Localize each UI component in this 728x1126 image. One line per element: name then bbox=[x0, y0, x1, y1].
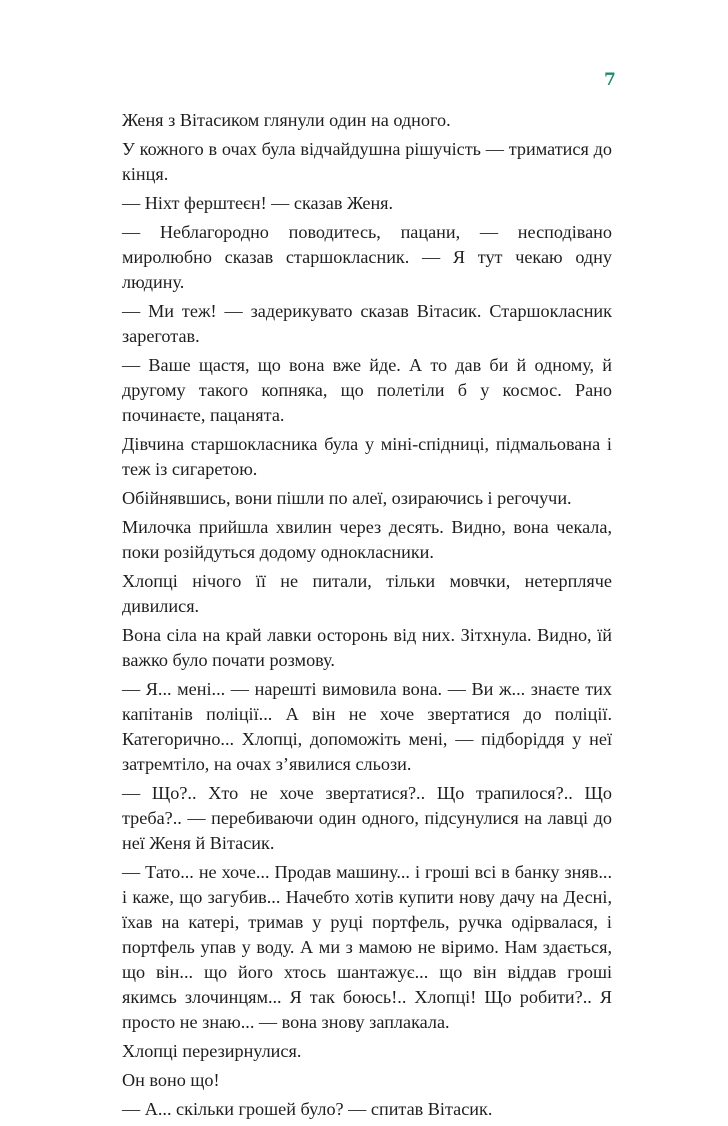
paragraph-2: У кожного в очах була відчайдушна рішучість — триматися до кінця. bbox=[122, 139, 612, 184]
paragraph-1: Женя з Вітасиком глянули один на одного. bbox=[122, 110, 451, 130]
paragraph-16: Он воно що! bbox=[122, 1070, 220, 1090]
paragraph-3: — Ніхт ферштеєн! — сказав Женя. bbox=[122, 193, 394, 213]
paragraph-15: Хлопці перезирнулися. bbox=[122, 1041, 302, 1061]
paragraph-4: — Неблагородно поводитесь, пацани, — несподівано миролюбно сказав старшокласник. — Я тут чекаю одну людину. bbox=[122, 222, 612, 292]
paragraph-13: — Що?.. Хто не хоче звертатися?.. Що трапилося?.. Що треба?.. — перебиваючи один одного, підсунулися на лавці до неї Женя й Вітасик. bbox=[122, 783, 612, 853]
paragraph-11: Вона сіла на край лавки осторонь від них. Зітхнула. Видно, їй важко було почати розмову. bbox=[122, 625, 612, 670]
paragraph-5: — Ми теж! — задерикувато сказав Вітасик. Старшокласник зареготав. bbox=[122, 301, 612, 346]
page-number: 7 bbox=[604, 70, 616, 90]
paragraph-14: — Тато... не хоче... Продав машину... і гроші всі в банку зняв... і каже, що загубив... Начебто хотів купити нову дачу на Десні, їхав на катері, тримав у руці портфель, ручка одірвалася, і портфель упав у воду. А ми з мамою не віримо. Нам здається, що він... що його хтось шантажує... що він віддав гроші якимсь злочинцям... Я так боюсь!.. Хлопці! Що робити?.. Я просто не знаю... — вона знову заплакала. bbox=[122, 862, 612, 1032]
paragraph-17: — А... скільки грошей було? — спитав Вітасик. bbox=[122, 1099, 493, 1119]
paragraph-7: Дівчина старшокласника була у міні-спідниці, підмальована і теж із сигаретою. bbox=[122, 434, 612, 479]
paragraph-9: Милочка прийшла хвилин через десять. Видно, вона чекала, поки розійдуться додому однокласники. bbox=[122, 517, 612, 562]
paragraph-12: — Я... мені... — нарешті вимовила вона. — Ви ж... знаєте тих капітанів поліції... А він не хоче звертатися до поліції. Категорично... Хлопці, допоможіть мені, — підборіддя у неї затремтіло, на очах з’явилися сльози. bbox=[122, 679, 612, 774]
body-text bbox=[122, 108, 612, 1126]
paragraph-8: Обійнявшись, вони пішли по алеї, озираючись і регочучи. bbox=[122, 488, 572, 508]
paragraph-10: Хлопці нічого її не питали, тільки мовчки, нетерпляче дивилися. bbox=[122, 571, 612, 616]
paragraph-6: — Ваше щастя, що вона вже йде. А то дав би й одному, й другому такого копняка, що полетіли б у космос. Рано починаєте, пацанята. bbox=[122, 355, 612, 425]
